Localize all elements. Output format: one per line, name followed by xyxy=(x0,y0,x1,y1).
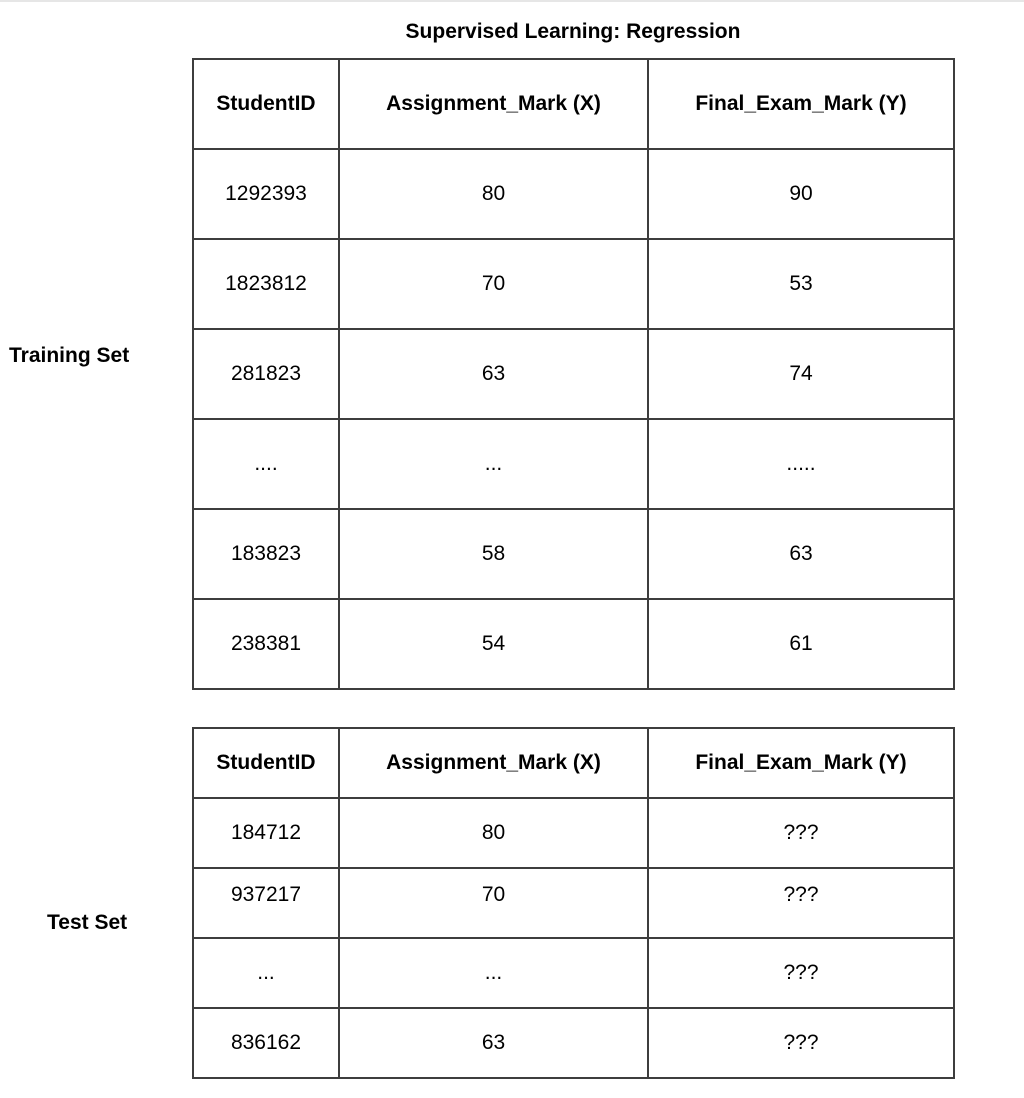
cell-assignment-mark: 80 xyxy=(339,798,648,868)
test-table xyxy=(192,727,955,1079)
cell-assignment-mark: 54 xyxy=(339,599,648,689)
cell-assignment-mark: 63 xyxy=(339,1008,648,1078)
cell-assignment-mark: 70 xyxy=(339,868,648,938)
table-row xyxy=(193,868,954,938)
table-row xyxy=(193,1008,954,1078)
cell-assignment-mark: 58 xyxy=(339,509,648,599)
header-assignment-mark: Assignment_Mark (X) xyxy=(339,59,648,149)
top-divider xyxy=(0,0,1024,2)
cell-studentid: 183823 xyxy=(193,509,339,599)
cell-final-exam-mark: ??? xyxy=(648,868,954,938)
cell-studentid: 836162 xyxy=(193,1008,339,1078)
test-set-label: Test Set xyxy=(47,911,128,934)
cell-assignment-mark: 70 xyxy=(339,239,648,329)
cell-final-exam-mark: 90 xyxy=(648,149,954,239)
cell-studentid: 1823812 xyxy=(193,239,339,329)
header-studentid: StudentID xyxy=(193,728,339,798)
cell-studentid: ... xyxy=(193,938,339,1008)
cell-final-exam-mark: 63 xyxy=(648,509,954,599)
table-row xyxy=(193,239,954,329)
training-table xyxy=(192,58,955,690)
table-row xyxy=(193,938,954,1008)
table-row xyxy=(193,798,954,868)
cell-assignment-mark: ... xyxy=(339,938,648,1008)
cell-studentid: 1292393 xyxy=(193,149,339,239)
table-row xyxy=(193,149,954,239)
header-final-exam-mark: Final_Exam_Mark (Y) xyxy=(648,728,954,798)
cell-final-exam-mark: 53 xyxy=(648,239,954,329)
table-row xyxy=(193,329,954,419)
table-row xyxy=(193,599,954,689)
cell-final-exam-mark: 74 xyxy=(648,329,954,419)
table-row xyxy=(193,419,954,509)
cell-final-exam-mark: 61 xyxy=(648,599,954,689)
cell-studentid: 238381 xyxy=(193,599,339,689)
diagram-title: Supervised Learning: Regression xyxy=(405,20,741,43)
cell-final-exam-mark: ??? xyxy=(648,1008,954,1078)
header-studentid: StudentID xyxy=(193,59,339,149)
cell-final-exam-mark: ??? xyxy=(648,798,954,868)
header-assignment-mark: Assignment_Mark (X) xyxy=(339,728,648,798)
table-row xyxy=(193,509,954,599)
cell-final-exam-mark: ??? xyxy=(648,938,954,1008)
cell-studentid: 937217 xyxy=(193,868,339,938)
cell-assignment-mark: ... xyxy=(339,419,648,509)
training-set-label: Training Set xyxy=(9,344,130,367)
cell-studentid: 184712 xyxy=(193,798,339,868)
header-final-exam-mark: Final_Exam_Mark (Y) xyxy=(648,59,954,149)
cell-assignment-mark: 80 xyxy=(339,149,648,239)
cell-assignment-mark: 63 xyxy=(339,329,648,419)
cell-studentid: 281823 xyxy=(193,329,339,419)
cell-final-exam-mark: ..... xyxy=(648,419,954,509)
training-header-row xyxy=(193,59,954,149)
test-header-row xyxy=(193,728,954,798)
cell-studentid: .... xyxy=(193,419,339,509)
